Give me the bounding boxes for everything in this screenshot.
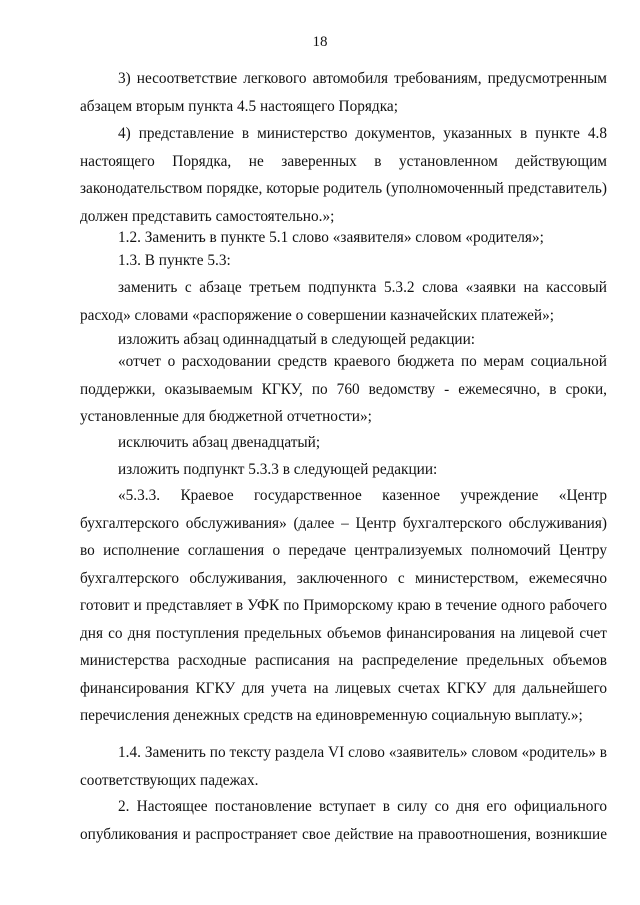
paragraph-report-quote: «отчет о расходовании средств краевого бюджета по мерам социальной поддержки, оказываемым КГКУ, по 760 ведомству - ежемесячно, в сроки, установленные для бюджетной отчетности»; bbox=[80, 353, 607, 425]
page-number: 18 bbox=[312, 34, 328, 50]
paragraph-replace-words: заменить с абзаце третьем подпункта 5.3.2 слова «заявки на кассовый расход» словами «распоряжение о совершении казначейских платежей»; bbox=[80, 279, 607, 324]
paragraph-5-3-3-text: «5.3.3. Краевое государственное казенное учреждение «Центр бухгалтерского обслуживания» (далее – Центр бухгалтерского обслуживания) во исполнение соглашения о передаче централизуемых полномочий Центру бухгалтерского обслуживания, заключенного с министерством, ежемесячно готовит и представляет в УФК по Приморскому краю в течение одного рабочего дня со дня поступления предельных объемов финансирования на лицевой счет министерства расходные расписания на распределение предельных объемов финансирования КГКУ для учета на лицевых счетах КГКУ для дальнейшего перечисления денежных средств на единовременную социальную выплату.»; bbox=[80, 487, 607, 724]
paragraph-1-2: 1.2. Заменить в пункте 5.1 слово «заявителя» словом «родителя»; bbox=[118, 229, 544, 246]
paragraph-1-4: 1.4. Заменить по тексту раздела VI слово «заявитель» словом «родитель» в соответствующих падежах. bbox=[80, 744, 607, 789]
paragraph-1-3: 1.3. В пункте 5.3: bbox=[118, 252, 231, 269]
paragraph-item-4: 4) представление в министерство документов, указанных в пункте 4.8 настоящего Порядка, не заверенных в установленном действующим законодательством порядке, которые родитель (уполномоченный представитель) должен представить самостоятельно.»; bbox=[80, 125, 607, 225]
paragraph-item-3: 3) несоответствие легкового автомобиля требованиям, предусмотренным абзацем вторым пункта 4.5 настоящего Порядка; bbox=[80, 70, 607, 115]
paragraph-2-effective: 2. Настоящее постановление вступает в силу со дня его официального опубликования и распространяет свое действие на правоотношения, возникшие bbox=[80, 798, 607, 843]
paragraph-5-3-3-intro: изложить подпункт 5.3.3 в следующей редакции: bbox=[118, 461, 438, 478]
paragraph-eleventh-intro: изложить абзац одиннадцатый в следующей редакции: bbox=[118, 331, 476, 348]
paragraph-exclude-twelfth: исключить абзац двенадцатый; bbox=[118, 434, 321, 451]
